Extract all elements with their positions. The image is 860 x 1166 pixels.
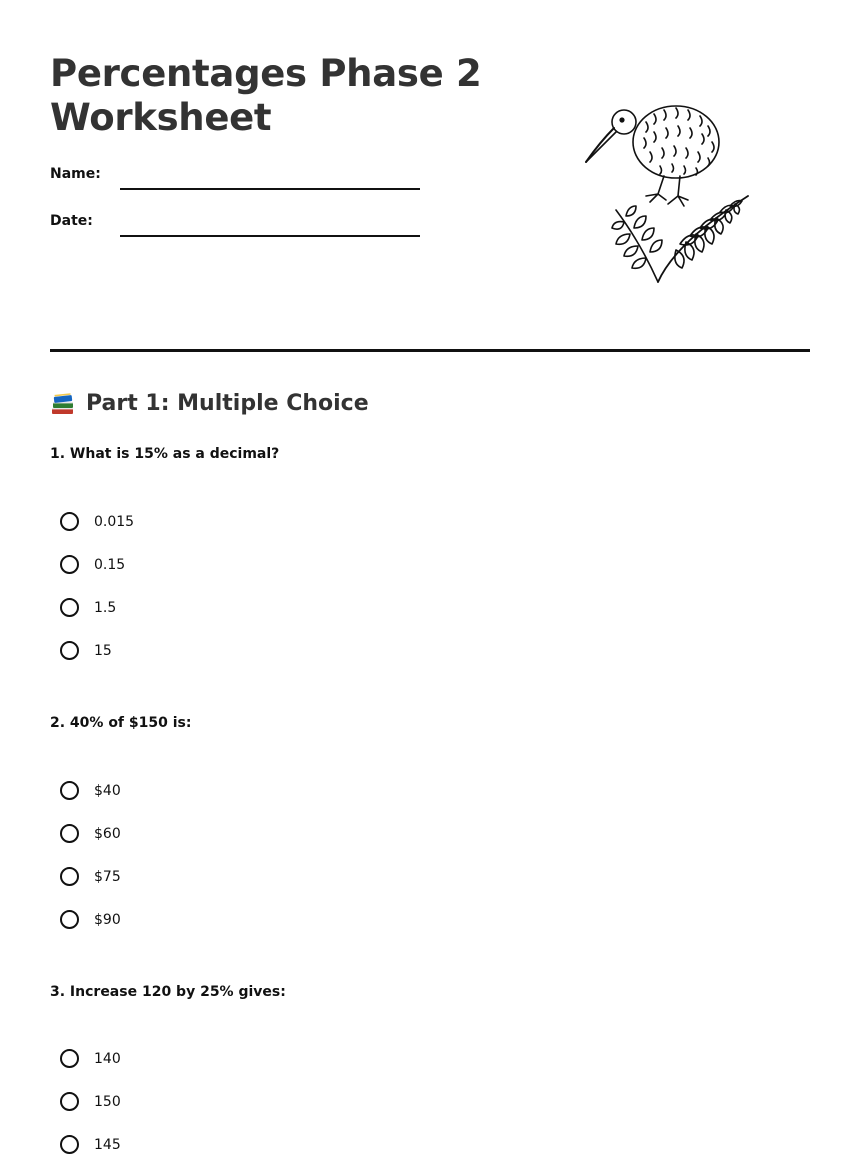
question-3 [50,982,750,1153]
option-label: 0.015 [94,513,135,530]
radio-button[interactable] [60,641,79,660]
kiwi-fern-illustration [580,92,760,292]
date-field[interactable] [50,213,420,241]
question-text: 3. Increase 120 by 25% gives: [50,984,286,1000]
radio-button[interactable] [60,598,79,617]
name-field[interactable] [50,166,420,194]
date-label: Date: [50,213,93,229]
option-label: $75 [94,868,121,885]
option-label: $40 [94,782,121,799]
radio-button[interactable] [60,1049,79,1068]
option-label: $90 [94,911,121,928]
option-label: 150 [94,1093,121,1110]
question-text: 2. 40% of $150 is: [50,715,192,731]
name-line[interactable] [120,188,420,190]
radio-button[interactable] [60,1092,79,1111]
radio-button[interactable] [60,781,79,800]
option-item[interactable] [60,769,121,812]
option-item[interactable] [60,500,134,543]
option-item[interactable] [60,543,134,586]
option-label: $60 [94,825,121,842]
option-label: 1.5 [94,599,117,616]
part1-heading-text: Part 1: Multiple Choice [86,391,369,416]
books-icon [50,391,76,417]
date-line[interactable] [120,235,420,237]
name-label: Name: [50,166,101,182]
radio-button[interactable] [60,910,79,929]
option-list [60,769,121,941]
option-list [60,500,134,672]
option-item[interactable] [60,812,121,855]
header-divider [50,349,810,352]
option-item[interactable] [60,629,134,672]
option-item[interactable] [60,1037,121,1080]
radio-button[interactable] [60,555,79,574]
question-1 [50,444,750,659]
title-line-1: Percentages Phase 2 [50,52,482,95]
title-line-2: Worksheet [50,96,272,139]
option-label: 0.15 [94,556,126,573]
radio-button[interactable] [60,824,79,843]
radio-button[interactable] [60,1135,79,1154]
option-item[interactable] [60,586,134,629]
question-text: 1. What is 15% as a decimal? [50,446,280,462]
question-2 [50,713,750,928]
option-label: 15 [94,642,112,659]
option-item[interactable] [60,1080,121,1123]
option-list [60,1037,121,1166]
option-item[interactable] [60,898,121,941]
option-label: 145 [94,1136,121,1153]
option-item[interactable] [60,855,121,898]
part1-heading [50,389,369,419]
option-item[interactable] [60,1123,121,1166]
page-title [50,52,481,140]
radio-button[interactable] [60,867,79,886]
radio-button[interactable] [60,512,79,531]
option-label: 140 [94,1050,121,1067]
